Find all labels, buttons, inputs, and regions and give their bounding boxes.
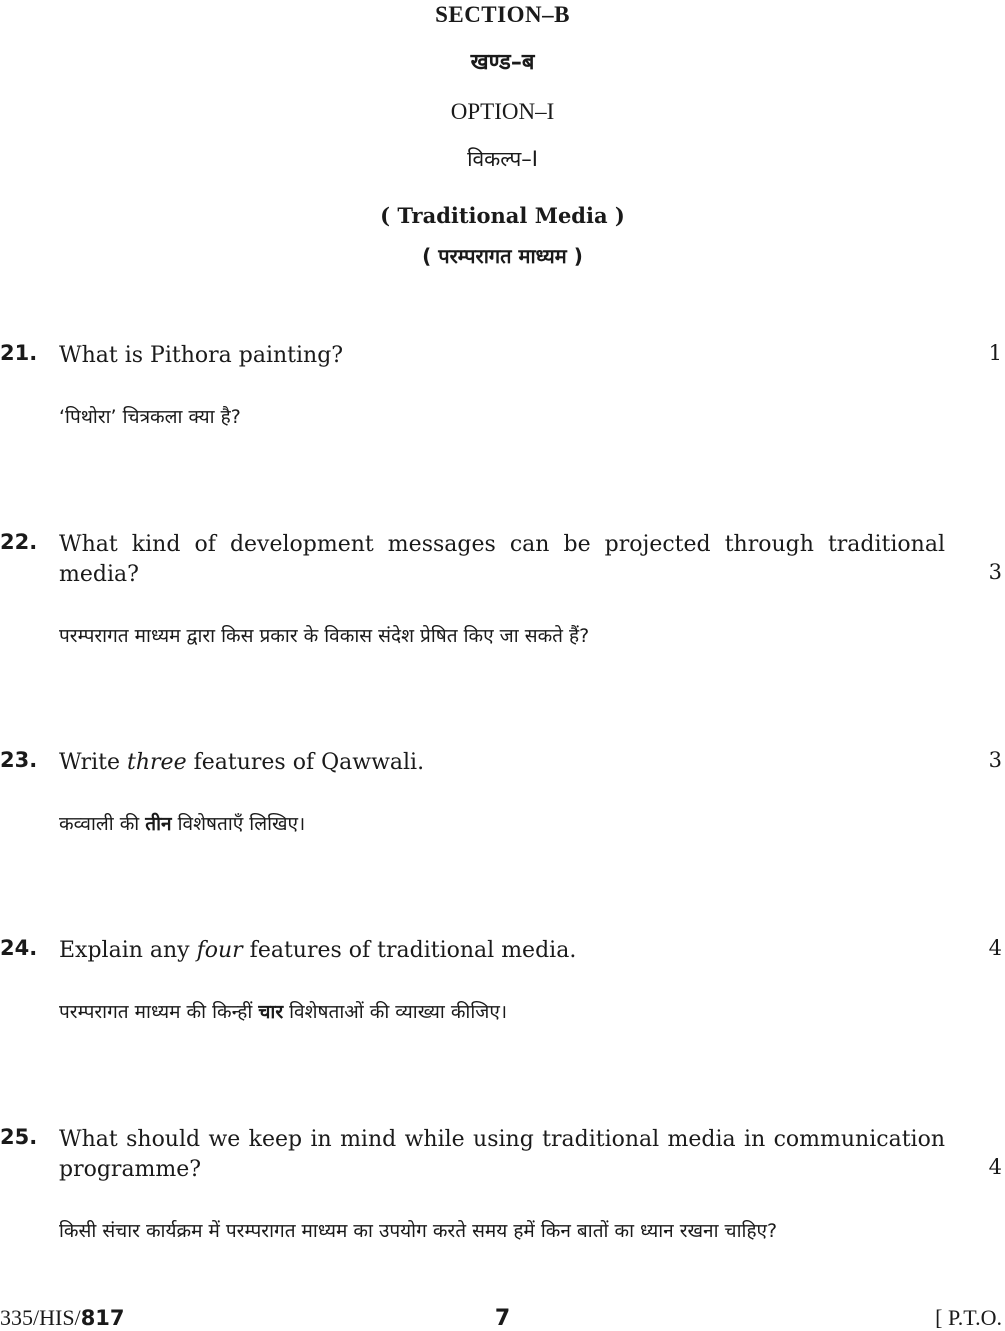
option-title-hindi: विकल्प–I — [467, 147, 538, 171]
question-text-english — [59, 936, 945, 966]
question-text-hindi — [59, 810, 949, 838]
emphasis-word: three — [127, 750, 187, 775]
question-text-english: What is Pithora painting? — [59, 343, 344, 368]
emphasis-word: तीन — [145, 813, 172, 835]
text-segment: Explain any — [59, 938, 197, 963]
question-number: 23. — [0, 748, 38, 772]
question-text-english: What kind of development messages can be projected through traditional media? — [59, 532, 945, 587]
text-segment: परम्परागत माध्यम की किन्हीं — [59, 1001, 259, 1023]
question-marks: 3 — [988, 560, 1002, 584]
page-number: 7 — [494, 1306, 511, 1331]
topic-title-hindi: ( परम्परागत माध्यम ) — [422, 244, 583, 268]
question-number: 24. — [0, 936, 38, 960]
emphasis-word: चार — [258, 1001, 284, 1023]
option-title: OPTION–I — [450, 99, 555, 124]
question-text-hindi: किसी संचार कार्यक्रम में परम्परागत माध्यम का उपयोग करते समय हमें किन बातों का ध्यान रखना चाहिए? — [59, 1220, 778, 1242]
question-number: 25. — [0, 1125, 38, 1149]
text-segment: features of traditional media. — [242, 938, 577, 963]
question-number: 22. — [0, 530, 38, 554]
question-marks: 1 — [988, 341, 1002, 365]
question-marks: 4 — [988, 1155, 1002, 1179]
question-text-hindi: परम्परागत माध्यम द्वारा किस प्रकार के विकास संदेश प्रेषित किए जा सकते हैं? — [59, 625, 590, 647]
section-title-hindi: खण्ड–ब — [470, 50, 535, 75]
question-marks: 4 — [988, 936, 1002, 960]
please-turn-over: [ P.T.O. — [935, 1305, 1002, 1330]
topic-title: ( Traditional Media ) — [380, 203, 625, 228]
paper-code-number: 817 — [80, 1306, 125, 1330]
text-segment: विशेषताओं की व्याख्या कीजिए। — [283, 1001, 508, 1023]
paper-code-prefix: 335/HIS/ — [0, 1305, 81, 1330]
text-segment: विशेषताएँ लिखिए। — [171, 813, 306, 835]
question-text-english — [59, 748, 945, 778]
emphasis-word: four — [196, 938, 243, 963]
question-marks: 3 — [988, 748, 1002, 772]
question-text-hindi — [59, 998, 949, 1026]
question-text-english: What should we keep in mind while using traditional media in communication programme? — [59, 1127, 945, 1182]
text-segment: features of Qawwali. — [186, 750, 425, 775]
question-number: 21. — [0, 341, 38, 365]
section-title: SECTION–B — [435, 2, 570, 27]
question-text-hindi: ‘पिथोरा’ चित्रकला क्या है? — [59, 406, 241, 428]
text-segment: कव्वाली की — [59, 813, 146, 835]
text-segment: Write — [59, 750, 128, 775]
